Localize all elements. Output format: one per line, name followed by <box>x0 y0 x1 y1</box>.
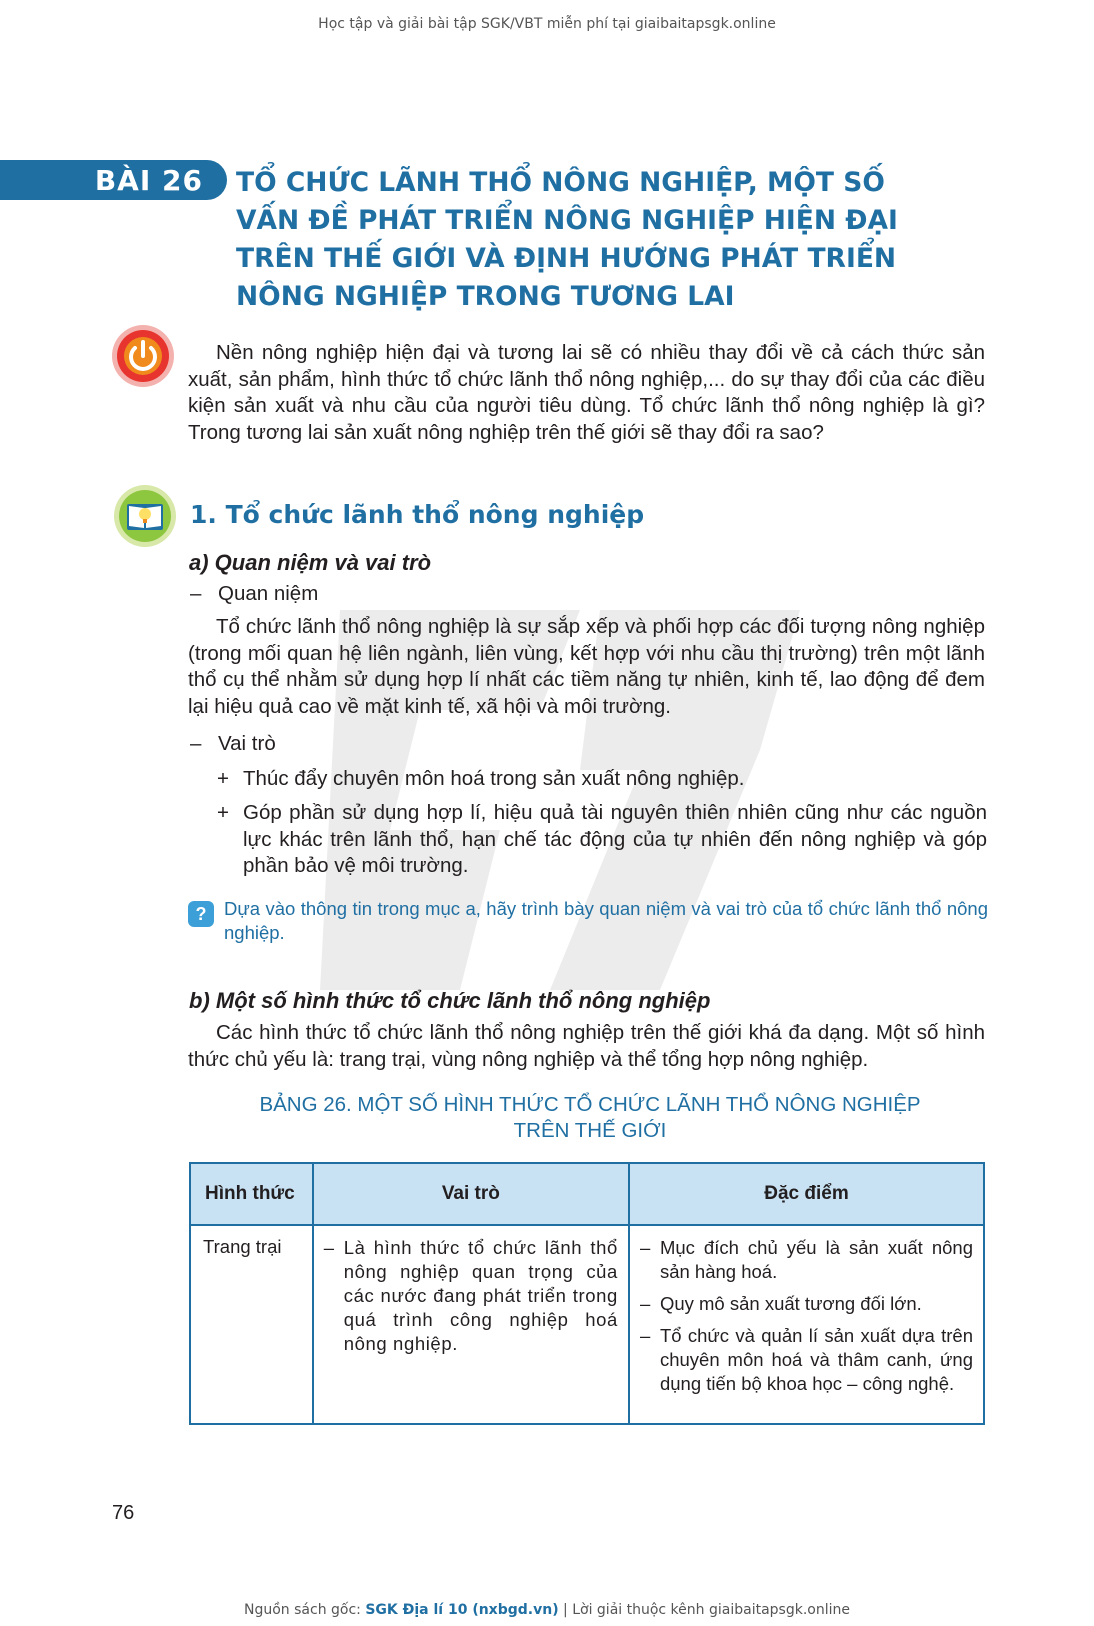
forms-paragraph <box>188 1020 985 1073</box>
lesson-number: BÀI 26 <box>94 164 203 197</box>
book-lightbulb-icon <box>113 484 177 548</box>
role-text-2: Góp phần sử dụng hợp lí, hiệu quả tài nguyên thiên nhiên cũng như các nguồn lực khác trên lãnh thổ, hạn chế tác động của tự nhiên đến nông nghiệp và góp phần bảo vệ môi trường. <box>243 801 987 877</box>
subsection-a-heading: a) Quan niệm và vai trò <box>189 550 432 575</box>
lesson-title: TỔ CHỨC LÃNH THỔ NÔNG NGHIỆP, MỘT SỐ VẤN ĐỀ PHÁT TRIỂN NÔNG NGHIỆP HIỆN ĐẠI TRÊN THẾ GIỚI VÀ ĐỊNH HƯỚNG PHÁT TRIỂN NÔNG NGHIỆP TRONG TƯƠNG LAI <box>236 167 898 312</box>
feature-item-3: – Tổ chức và quản lí sản xuất dựa trên chuyên môn hoá và thâm canh, ứng dụng tiến bộ khoa học – công nghệ. <box>630 1324 983 1396</box>
forms-text: Các hình thức tổ chức lãnh thổ nông nghiệp trên thế giới khá đa dạng. Một số hình thức chủ yếu là: trang trại, vùng nông nghiệp và thể tổng hợp nông nghiệp. <box>188 1021 985 1071</box>
page-number: 76 <box>112 1502 135 1524</box>
table-header-features: Đặc điểm <box>629 1163 984 1225</box>
concept-text: Tổ chức lãnh thổ nông nghiệp là sự sắp xếp và phối hợp các đối tượng nông nghiệp (trong mối quan hệ liên ngành, liên vùng, kết hợp với nhu cầu thị trường) trên một lãnh thổ cụ thể nhằm sử dụng hợp lí nhất các tiềm năng tự nhiên, kinh tế, lao động để đem lại hiệu quả cao về mặt kinh tế, xã hội và môi trường. <box>188 615 985 718</box>
table-caption-line-2: TRÊN THẾ GIỚI <box>513 1119 667 1142</box>
question-box <box>188 897 988 945</box>
feature-item-2: – Quy mô sản xuất tương đối lớn. <box>630 1292 983 1316</box>
subsection-b-heading: b) Một số hình thức tổ chức lãnh thổ nông nghiệp <box>189 988 711 1013</box>
footer-prefix: Nguồn sách gốc: <box>244 1602 366 1618</box>
concept-paragraph <box>188 614 985 720</box>
table-row <box>190 1225 984 1424</box>
role-item-1: + Thúc đẩy chuyên môn hoá trong sản xuất nông nghiệp. <box>217 766 987 793</box>
table-header-form: Hình thức <box>190 1163 313 1225</box>
footer-note <box>0 1602 1094 1618</box>
feature-item-1: – Mục đích chủ yếu là sản xuất nông sản hàng hoá. <box>630 1236 983 1284</box>
table-caption <box>180 1092 1000 1144</box>
footer-source-link[interactable]: SGK Địa lí 10 (nxbgd.vn) <box>365 1602 559 1618</box>
section-1-heading: 1. Tổ chức lãnh thổ nông nghiệp <box>190 500 645 529</box>
role-cell-item: – Là hình thức tổ chức lãnh thổ nông nghiệp quan trọng của các nước đang phát triển trong quá trình công nghiệp hoá nông nghiệp. <box>314 1236 628 1356</box>
concept-label-item: – Quan niệm <box>190 582 319 605</box>
table-header-row <box>190 1163 984 1225</box>
role-item-2: + Góp phần sử dụng hợp lí, hiệu quả tài nguyên thiên nhiên cũng như các nguồn lực khác trên lãnh thổ, hạn chế tác động của tự nhiên đến nông nghiệp và góp phần bảo vệ môi trường. <box>217 800 987 880</box>
intro-paragraph <box>188 340 985 446</box>
header-note: Học tập và giải bài tập SGK/VBT miễn phí tại giaibaitapsgk.online <box>318 16 776 32</box>
concept-label: Quan niệm <box>218 582 319 605</box>
intro-text: Nền nông nghiệp hiện đại và tương lai sẽ có nhiều thay đổi về cả cách thức sản xuất, sản phẩm, hình thức tổ chức lãnh thổ nông nghiệp,... do sự thay đổi của các điều kiện sản xuất và nhu cầu của người tiêu dùng. Tổ chức lãnh thổ nông nghiệp là gì? Trong tương lai sản xuất nông nghiệp trên thế giới sẽ thay đổi ra sao? <box>188 341 985 444</box>
table-cell-features <box>629 1225 984 1424</box>
role-label-item: – Vai trò <box>190 732 276 755</box>
question-icon: ? <box>188 901 214 927</box>
table-cell-form: Trang trại <box>190 1225 313 1424</box>
footer-suffix: | Lời giải thuộc kênh giaibaitapsgk.online <box>558 1602 850 1618</box>
role-text-1: Thúc đẩy chuyên môn hoá trong sản xuất nông nghiệp. <box>243 767 745 790</box>
power-icon <box>111 324 175 388</box>
lesson-number-tab <box>0 160 227 200</box>
question-text: Dựa vào thông tin trong mục a, hãy trình bày quan niệm và vai trò của tổ chức lãnh thổ nông nghiệp. <box>224 898 988 943</box>
table-caption-line-1: BẢNG 26. MỘT SỐ HÌNH THỨC TỔ CHỨC LÃNH THỔ NÔNG NGHIỆP <box>259 1093 921 1116</box>
forms-table <box>189 1162 985 1425</box>
role-label: Vai trò <box>218 732 276 755</box>
table-header-role: Vai trò <box>313 1163 629 1225</box>
table-cell-role <box>313 1225 629 1424</box>
